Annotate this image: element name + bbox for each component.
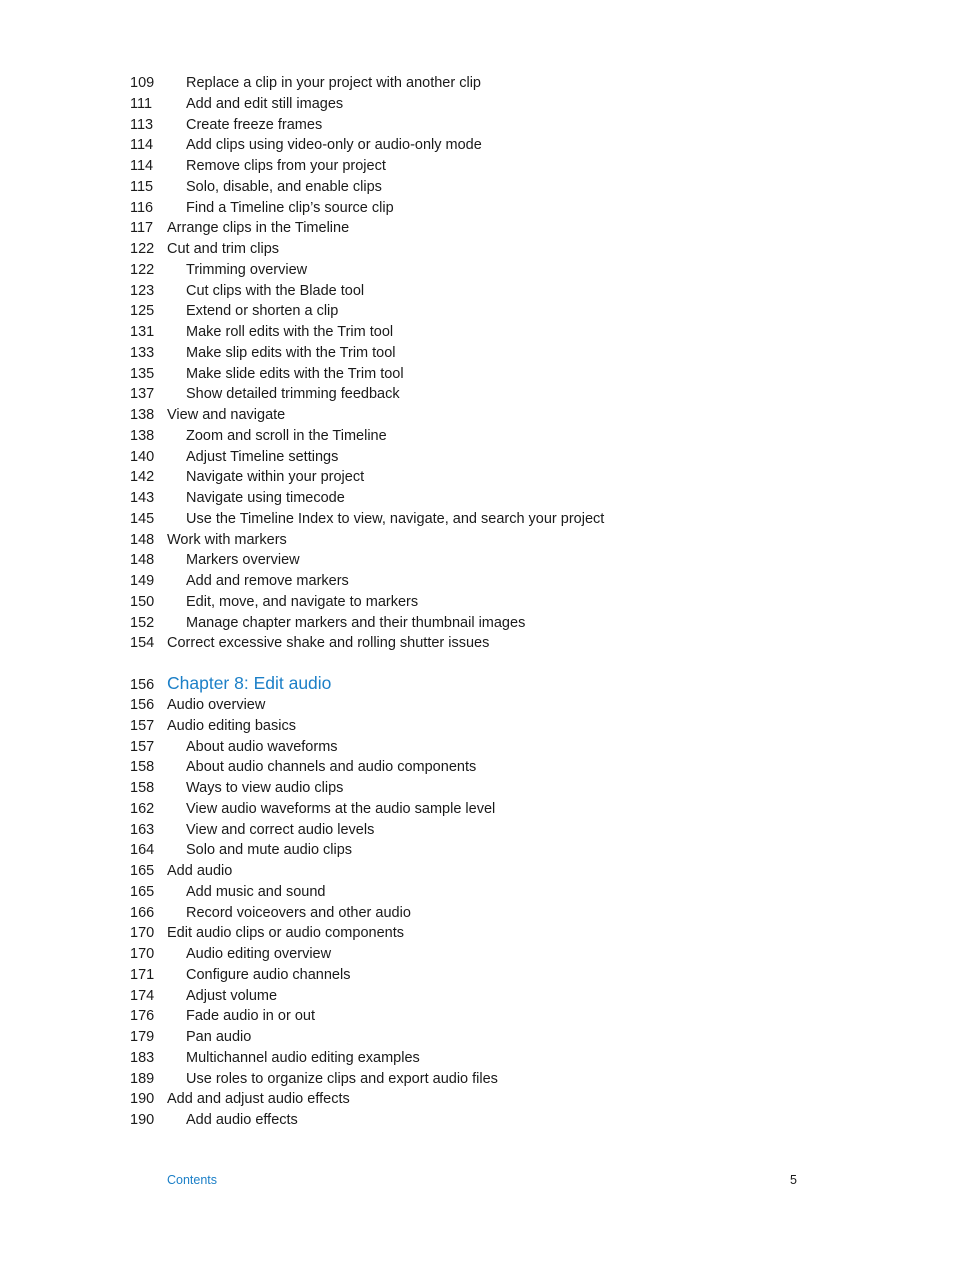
toc-entry[interactable]	[130, 1069, 830, 1090]
toc-entry[interactable]	[130, 301, 830, 322]
toc-entry-title[interactable]: Ways to view audio clips	[186, 780, 344, 796]
toc-page-number: 135	[130, 365, 155, 382]
toc-section-audio	[130, 695, 830, 1131]
toc-page-number: 111	[130, 95, 153, 112]
toc-page-number: 158	[130, 780, 155, 796]
toc-page-number: 123	[130, 282, 155, 299]
toc-entry-title[interactable]: Add music and sound	[186, 883, 326, 900]
toc-entry[interactable]	[130, 965, 830, 986]
toc-page-number: 183	[130, 1049, 155, 1066]
toc-page-number: 125	[130, 303, 155, 320]
toc-entry[interactable]	[130, 1048, 830, 1069]
toc-page-number: 114	[130, 137, 154, 154]
toc-chapter-heading[interactable]	[130, 671, 830, 695]
toc-page-number: 133	[130, 344, 155, 361]
toc-entry[interactable]	[130, 530, 830, 551]
toc-page-number: 154	[130, 635, 155, 652]
toc-page-number: 109	[130, 75, 155, 91]
toc-entry-title[interactable]: Add clips using video-only or audio-only mode	[186, 137, 482, 154]
toc-entry[interactable]	[130, 447, 830, 468]
toc-page-number: 174	[130, 987, 155, 1004]
toc-entry[interactable]	[130, 923, 830, 944]
toc-entry[interactable]	[130, 135, 830, 156]
toc-entry-title[interactable]: About audio channels and audio components	[186, 759, 477, 776]
toc-entry-title[interactable]: Audio editing overview	[186, 946, 332, 962]
toc-entry[interactable]	[130, 820, 830, 841]
toc-page-number: 156	[130, 677, 155, 693]
toc-entry[interactable]	[130, 115, 830, 136]
toc-entry-title[interactable]: Navigate using timecode	[186, 490, 345, 506]
toc-entry[interactable]	[130, 198, 830, 219]
toc-page-number: 179	[130, 1029, 155, 1045]
toc-page-number: 149	[130, 573, 155, 589]
toc-entry[interactable]	[130, 322, 830, 343]
toc-page-number: 140	[130, 448, 155, 465]
toc-page-number: 157	[130, 738, 155, 755]
toc-entry-title[interactable]: Make slide edits with the Trim tool	[186, 365, 404, 382]
toc-entry-title[interactable]: Solo, disable, and enable clips	[186, 178, 382, 195]
toc-entry[interactable]	[130, 281, 830, 302]
toc-entry[interactable]	[130, 467, 830, 488]
toc-page-number: 145	[130, 510, 155, 527]
toc-entry-title[interactable]: Extend or shorten a clip	[186, 303, 339, 320]
toc-entry[interactable]	[130, 384, 830, 405]
toc-page-number: 162	[130, 800, 155, 817]
toc-page-number: 189	[130, 1070, 155, 1087]
toc-entry[interactable]	[130, 218, 830, 239]
toc-entry-title[interactable]: Multichannel audio editing examples	[186, 1049, 420, 1066]
toc-entry-title[interactable]: Markers overview	[186, 552, 300, 569]
toc-page-number: 142	[130, 469, 155, 486]
toc-page-number: 165	[130, 883, 155, 900]
toc-entry-title[interactable]: Add and remove markers	[186, 573, 349, 589]
toc-entry-title[interactable]: Navigate within your project	[186, 469, 365, 486]
toc-entry-title[interactable]: About audio waveforms	[186, 738, 338, 755]
toc-entry-title[interactable]: Manage chapter markers and their thumbnail images	[186, 614, 526, 631]
toc-page-number: 150	[130, 593, 155, 610]
toc-entry[interactable]	[130, 260, 830, 281]
toc-entry-title[interactable]: Create freeze frames	[186, 116, 323, 133]
toc-entry-title[interactable]: View and correct audio levels	[186, 821, 375, 838]
toc-page-number: 170	[130, 946, 155, 962]
toc-page-number: 131	[130, 324, 155, 340]
toc-entry[interactable]	[130, 343, 830, 364]
toc-page-number: 122	[130, 261, 155, 278]
table-of-contents	[130, 73, 830, 1131]
toc-entry[interactable]	[130, 509, 830, 530]
toc-entry-title[interactable]: Make slip edits with the Trim tool	[186, 344, 396, 361]
toc-entry-title[interactable]: Configure audio channels	[186, 966, 351, 983]
toc-entry-title[interactable]: Trimming overview	[186, 261, 308, 278]
toc-entry[interactable]	[130, 1006, 830, 1027]
chapter-title[interactable]: Chapter 8: Edit audio	[167, 673, 332, 693]
toc-entry-title[interactable]: Pan audio	[186, 1029, 252, 1045]
toc-page-number: 176	[130, 1008, 155, 1025]
toc-entry[interactable]	[130, 177, 830, 198]
toc-entry[interactable]	[130, 613, 830, 634]
toc-page-number: 190	[130, 1112, 155, 1128]
toc-page-number: 152	[130, 614, 155, 631]
toc-entry-title[interactable]: Edit, move, and navigate to markers	[186, 593, 419, 610]
toc-page-number: 143	[130, 490, 155, 506]
toc-entry[interactable]	[130, 488, 830, 509]
toc-entry[interactable]	[130, 778, 830, 799]
toc-page-number: 170	[130, 925, 155, 942]
toc-entry[interactable]	[130, 986, 830, 1007]
toc-entry[interactable]	[130, 550, 830, 571]
toc-entry-title[interactable]: Zoom and scroll in the Timeline	[186, 427, 387, 444]
toc-page-number: 148	[130, 531, 155, 548]
footer-page-number: 5	[790, 1173, 797, 1187]
toc-entry-title[interactable]: Replace a clip in your project with another clip	[186, 75, 481, 91]
toc-page-number: 163	[130, 821, 155, 838]
toc-entry[interactable]	[130, 1110, 830, 1131]
toc-page-number: 164	[130, 842, 155, 859]
toc-entry[interactable]	[130, 757, 830, 778]
toc-entry-title[interactable]: Find a Timeline clip’s source clip	[186, 199, 394, 216]
toc-page-number: 116	[130, 199, 154, 216]
toc-page-number: 138	[130, 427, 155, 444]
toc-entry[interactable]	[130, 840, 830, 861]
toc-entry[interactable]	[130, 364, 830, 385]
toc-entry-title[interactable]: Add audio	[167, 863, 233, 879]
toc-page-number: 165	[130, 863, 155, 879]
toc-entry-title[interactable]: Use roles to organize clips and export audio files	[186, 1070, 498, 1087]
toc-entry-title[interactable]: Correct excessive shake and rolling shutter issues	[167, 635, 490, 652]
toc-entry-title[interactable]: Solo and mute audio clips	[186, 842, 353, 859]
toc-page-number: 137	[130, 386, 155, 403]
toc-page-number: 114	[130, 158, 154, 174]
toc-entry-title[interactable]: Record voiceovers and other audio	[186, 904, 411, 921]
toc-entry[interactable]	[130, 239, 830, 260]
toc-entry-title[interactable]: Add and edit still images	[186, 95, 344, 112]
toc-entry[interactable]	[130, 571, 830, 592]
toc-entry-title[interactable]: Remove clips from your project	[186, 158, 386, 174]
toc-entry[interactable]	[130, 944, 830, 965]
toc-entry[interactable]	[130, 633, 830, 654]
toc-entry-title[interactable]: Show detailed trimming feedback	[186, 386, 400, 403]
toc-page-number: 113	[130, 116, 154, 133]
toc-entry-title[interactable]: Adjust volume	[186, 987, 278, 1004]
toc-page-number: 117	[130, 220, 154, 237]
toc-entry-title[interactable]: View audio waveforms at the audio sample level	[186, 800, 496, 817]
toc-entry-title[interactable]: Cut and trim clips	[167, 241, 280, 257]
toc-entry-title[interactable]: Add audio effects	[186, 1112, 298, 1128]
toc-entry-title[interactable]: Cut clips with the Blade tool	[186, 282, 365, 299]
footer-contents-link[interactable]: Contents	[167, 1173, 218, 1187]
toc-entry[interactable]	[130, 426, 830, 447]
toc-page-number: 138	[130, 407, 155, 423]
toc-entry-title[interactable]: View and navigate	[167, 407, 286, 423]
toc-page-number: 157	[130, 717, 155, 734]
toc-page-number: 171	[130, 966, 155, 983]
toc-entry-title[interactable]: Make roll edits with the Trim tool	[186, 324, 394, 340]
toc-entry-title[interactable]: Work with markers	[167, 531, 287, 548]
toc-page-number: 190	[130, 1091, 155, 1108]
toc-entry[interactable]	[130, 592, 830, 613]
toc-entry-title[interactable]: Use the Timeline Index to view, navigate, and search your project	[186, 510, 605, 527]
toc-page-number: 148	[130, 552, 155, 569]
toc-entry[interactable]	[130, 861, 830, 882]
toc-entry-title[interactable]: Arrange clips in the Timeline	[167, 220, 350, 237]
toc-entry-title[interactable]: Audio editing basics	[167, 717, 296, 734]
toc-entry[interactable]	[130, 695, 830, 716]
toc-entry[interactable]	[130, 799, 830, 820]
toc-entry[interactable]	[130, 716, 830, 737]
toc-entry[interactable]	[130, 405, 830, 426]
toc-entry[interactable]	[130, 903, 830, 924]
toc-page-number: 156	[130, 697, 155, 713]
toc-page-number: 122	[130, 241, 155, 257]
toc-section-editing	[130, 73, 830, 654]
toc-entry[interactable]	[130, 94, 830, 115]
toc-entry[interactable]	[130, 1027, 830, 1048]
toc-entry[interactable]	[130, 156, 830, 177]
toc-entry-title[interactable]: Edit audio clips or audio components	[167, 925, 404, 942]
toc-entry[interactable]	[130, 73, 830, 94]
toc-entry[interactable]	[130, 737, 830, 758]
toc-entry-title[interactable]: Fade audio in or out	[186, 1008, 315, 1025]
toc-entry[interactable]	[130, 1089, 830, 1110]
toc-entry-title[interactable]: Adjust Timeline settings	[186, 448, 339, 465]
toc-entry-title[interactable]: Audio overview	[167, 697, 266, 713]
toc-page-number: 115	[130, 178, 154, 195]
toc-entry-title[interactable]: Add and adjust audio effects	[167, 1091, 350, 1108]
toc-entry[interactable]	[130, 882, 830, 903]
toc-page-number: 166	[130, 904, 155, 921]
toc-page-number: 158	[130, 759, 155, 776]
